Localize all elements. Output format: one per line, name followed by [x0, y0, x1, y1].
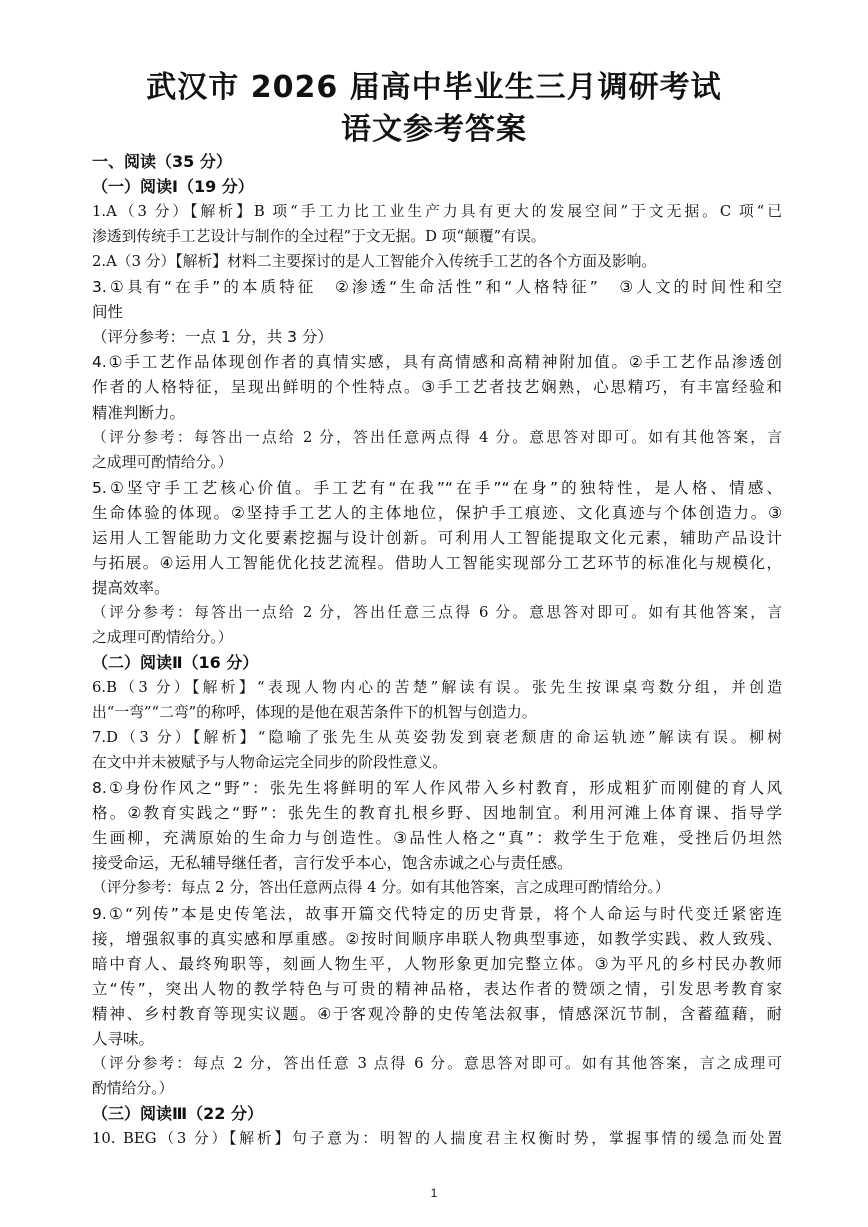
text-line: 渗透到传统手工艺设计与制作的全过程”于文无据。D 项“颠覆”有误。: [92, 228, 546, 246]
text-line: 10. BEG（3 分）【解析】句子意为：明智的人揣度君主权衡时势，掌握事情的缓急而处置: [92, 1129, 782, 1147]
text-line: 提高效率。: [92, 578, 170, 597]
text-line: 在文中并未被赋予与人物命运完全同步的阶段性意义。: [92, 754, 448, 772]
text-line: 4.①手工艺作品体现创作者的真情实感，具有高情感和高精神附加值。②手工艺作品渗透创: [92, 353, 782, 372]
text-line: （评分参考：一点 1 分，共 3 分）: [92, 328, 333, 347]
text-line: 1.A（3 分）【解析】B 项“手工力比工业生产力具有更大的发展空间”于文无据。C 项“已: [92, 203, 782, 221]
text-line: 接受命运，无私辅导继任者，言行发乎本心，饱含赤诚之心与责任感。: [92, 854, 573, 873]
answer-key-title: 语文参考答案: [341, 112, 527, 147]
text-line: 生画柳，充满原始的生命力与创造性。③品性人格之“真”：救学生于危难，受挫后仍坦然: [92, 829, 782, 848]
text-line: 接，增强叙事的真实感和厚重感。②按时间顺序串联人物典型事迹，如教学实践、救人致残、: [92, 929, 782, 948]
text-line: 人寻味。: [92, 1029, 155, 1048]
text-line: 9.①“列传”本是史传笔法，故事开篇交代特定的历史背景，将个人命运与时代变迁紧密连: [92, 904, 782, 923]
exam-title: 武汉市 2026 届高中毕业生三月调研考试: [146, 70, 722, 105]
section-heading: （三）阅读Ⅲ（22 分）: [92, 1103, 263, 1123]
text-line: （评分参考：每答出一点给 2 分，答出任意三点得 6 分。意思答对即可。如有其他答案，言: [92, 603, 782, 621]
text-line: 5.①坚守手工艺核心价值。手工艺有“在我”“在手”“在身”的独特性，是人格、情感、: [92, 478, 782, 497]
section-heading: 一、阅读（35 分）: [92, 152, 232, 171]
text-line: 间性: [92, 303, 124, 322]
text-line: 之成理可酌情给分。）: [92, 453, 233, 471]
text-line: （评分参考：每点 2 分，答出任意 3 点得 6 分。意思答对即可。如有其他答案，言之成理可: [92, 1054, 782, 1072]
page-number: 1: [430, 1186, 438, 1200]
section-heading: （二）阅读Ⅱ（16 分）: [92, 653, 259, 672]
text-line: 之成理可酌情给分。）: [92, 628, 233, 646]
section-heading: （一）阅读Ⅰ（19 分）: [92, 177, 254, 197]
text-line: 格。②教育实践之“野”：张先生的教育扎根乡野、因地制宜。利用河滩上体育课、指导学: [92, 804, 782, 823]
text-line: 运用人工智能助力文化要素挖掘与设计创新。可利用人工智能提取文化元素，辅助产品设计: [92, 528, 782, 547]
text-line: 3.①具有“在手”的本质特征 ②渗透“生命活性”和“人格特征” ③人文的时间性和空: [92, 278, 782, 297]
text-line: 生命体验的体现。②坚持手工艺人的主体地位，保护手工痕迹、文化真迹与个体创造力。③: [92, 503, 782, 522]
text-line: 出“一弯”“二弯”的称呼，体现的是他在艰苦条件下的机智与创造力。: [92, 704, 537, 722]
text-line: （评分参考：每答出一点给 2 分，答出任意两点得 4 分。意思答对即可。如有其他答案，言: [92, 428, 782, 446]
text-line: 精准判断力。: [92, 403, 186, 422]
text-line: 精神、乡村教育等现实议题。④于客观冷静的史传笔法叙事，情感深沉节制，含蓄蕴藉，耐: [92, 1004, 782, 1023]
text-line: 立“传”，突出人物的教学特色与可贵的精神品格，表达作者的赞颂之情，引发思考教育家: [92, 979, 782, 998]
text-line: 与拓展。④运用人工智能优化技艺流程。借助人工智能实现部分工艺环节的标准化与规模化，: [92, 553, 782, 572]
text-line: 暗中育人、最终殉职等，刻画人物生平，人物形象更加完整立体。③为平凡的乡村民办教师: [92, 954, 782, 973]
text-line: 7.D（3 分）【解析】“隐喻了张先生从英姿勃发到衰老颓唐的命运轨迹”解读有误。柳树: [92, 729, 782, 747]
text-line: 作者的人格特征，呈现出鲜明的个性特点。③手工艺者技艺娴熟，心思精巧，有丰富经验和: [92, 378, 782, 397]
text-line: 2.A（3 分）【解析】材料二主要探讨的是人工智能介入传统手工艺的各个方面及影响。: [92, 253, 657, 271]
text-line: 6.B（3 分）【解析】“表现人物内心的苦楚”解读有误。张先生按课桌弯数分组，并创造: [92, 679, 782, 697]
text-line: 酌情给分。）: [92, 1079, 174, 1097]
text-line: 8.①身份作风之“野”：张先生将鲜明的军人作风带入乡村教育，形成粗犷而刚健的育人风: [92, 779, 782, 798]
text-line: （评分参考：每点 2 分，答出任意两点得 4 分。如有其他答案，言之成理可酌情给分。）: [92, 879, 670, 897]
